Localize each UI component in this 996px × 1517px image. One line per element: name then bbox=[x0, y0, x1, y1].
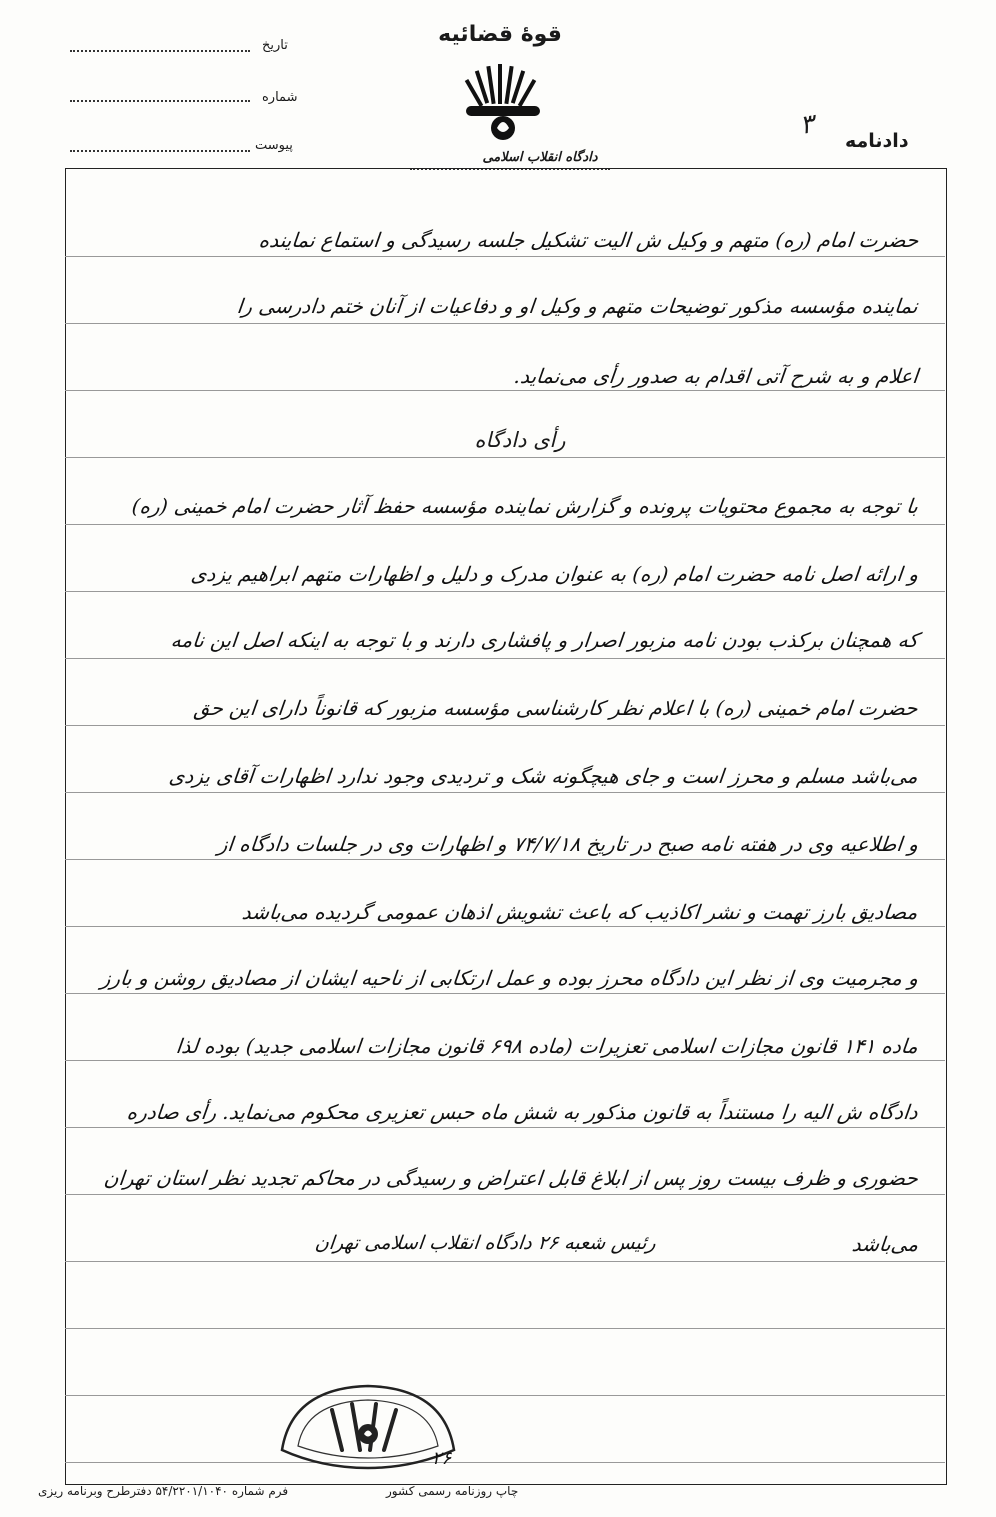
verdict-label: دادنامه bbox=[845, 130, 909, 152]
ruled-line bbox=[65, 256, 945, 257]
number-dotted-line bbox=[70, 100, 250, 102]
ruling-line: می‌باشد bbox=[850, 1232, 920, 1256]
stamp-mark: ۲۶ bbox=[432, 1448, 452, 1469]
ruled-line bbox=[65, 1194, 945, 1195]
page-title: قوهٔ قضائیه bbox=[438, 22, 562, 47]
ruled-line bbox=[65, 457, 945, 458]
ruling-line: ماده ۱۴۱ قانون مجازات اسلامی تعزیرات (ماده ۶۹۸ قانون مجازات اسلامی جدید) بوده لذا bbox=[174, 1034, 920, 1058]
ruling-line: حضرت امام خمینی (ره) با اعلام نظر کارشناسی مؤسسه مزبور که قانوناً دارای این حق bbox=[193, 696, 920, 720]
ruled-line bbox=[65, 591, 945, 592]
attachment-label: پیوست bbox=[255, 138, 293, 153]
section-title: رأی دادگاه bbox=[474, 428, 566, 452]
ruled-line bbox=[65, 725, 945, 726]
court-name: دادگاه انقلاب اسلامی bbox=[482, 150, 598, 165]
ruled-line bbox=[65, 658, 945, 659]
ruled-line bbox=[65, 390, 945, 391]
ruled-line bbox=[65, 1127, 945, 1128]
ruled-line bbox=[65, 1328, 945, 1329]
ruled-line bbox=[65, 1060, 945, 1061]
ruled-line bbox=[65, 993, 945, 994]
ruling-line: دادگاه ش الیه را مستنداً به قانون مذکور به شش ماه حبس تعزیری محکوم می‌نماید. رأی صادره bbox=[125, 1100, 920, 1124]
official-stamp bbox=[272, 1380, 464, 1472]
intro-line: نماینده مؤسسه مذکور توضیحات متهم و وکیل او و دفاعیات از آنان ختم دادرسی را bbox=[235, 294, 920, 318]
ruling-line: و ارائه اصل نامه حضرت امام (ره) به عنوان مدرک و دلیل و اظهارات متهم ابراهیم یزدی bbox=[189, 562, 920, 586]
intro-line: اعلام و به شرح آتی اقدام به صدور رأی می‌نماید. bbox=[512, 364, 920, 388]
ruling-line: و مجرمیت وی از نظر این دادگاه محرز بوده و عمل ارتکابی از ناحیه ایشان از مصادیق روشن و بارز bbox=[99, 966, 920, 990]
date-dotted-line bbox=[70, 50, 250, 52]
ruled-line bbox=[65, 1395, 945, 1396]
attachment-dotted-line bbox=[70, 150, 250, 152]
date-label: تاریخ bbox=[262, 38, 288, 53]
ruled-line bbox=[65, 926, 945, 927]
ruling-line: با توجه به مجموع محتویات پرونده و گزارش نماینده مؤسسه حفظ آثار حضرت امام خمینی (ره) bbox=[130, 494, 920, 518]
number-label: شماره bbox=[262, 90, 298, 105]
ruling-line: و اطلاعیه وی در هفته نامه صبح در تاریخ ۷۴/۷/۱۸ و اظهارات وی در جلسات دادگاه از bbox=[216, 832, 920, 856]
intro-line: حضرت امام (ره) متهم و وکیل ش الیت تشکیل جلسه رسیدگی و استماع نماینده bbox=[257, 228, 920, 252]
ruled-line bbox=[65, 792, 945, 793]
verdict-number: ۳ bbox=[797, 109, 817, 141]
form-number: فرم شماره ۵۴/۲۲۰۱/۱۰۴۰ دفترطرح وبرنامه ریزی bbox=[38, 1484, 289, 1498]
ruled-line bbox=[65, 859, 945, 860]
signature: رئیس شعبه ۲۶ دادگاه انقلاب اسلامی تهران bbox=[314, 1232, 658, 1254]
ruled-line bbox=[65, 524, 945, 525]
judiciary-emblem bbox=[458, 58, 548, 148]
ruling-line: می‌باشد مسلم و محرز است و جای هیچگونه شک و تردیدی وجود ندارد اظهارات آقای یزدی bbox=[167, 764, 920, 788]
ruling-line: حضوری و ظرف بیست روز پس از ابلاغ قابل اعتراض و رسیدگی در محاکم تجدید نظر استان تهران bbox=[102, 1166, 920, 1190]
printer-credit: چاپ روزنامه رسمی کشور bbox=[386, 1484, 519, 1498]
ruling-line: مصادیق بارز تهمت و نشر اکاذیب که باعث تشویش اذهان عمومی گردیده می‌باشد bbox=[241, 900, 920, 924]
ruled-line bbox=[65, 1462, 945, 1463]
ruled-line bbox=[65, 1261, 945, 1262]
ruled-line bbox=[65, 323, 945, 324]
ruling-line: که همچنان برکذب بودن نامه مزبور اصرار و پافشاری دارند و با توجه به اینکه اصل این نامه bbox=[169, 628, 920, 652]
